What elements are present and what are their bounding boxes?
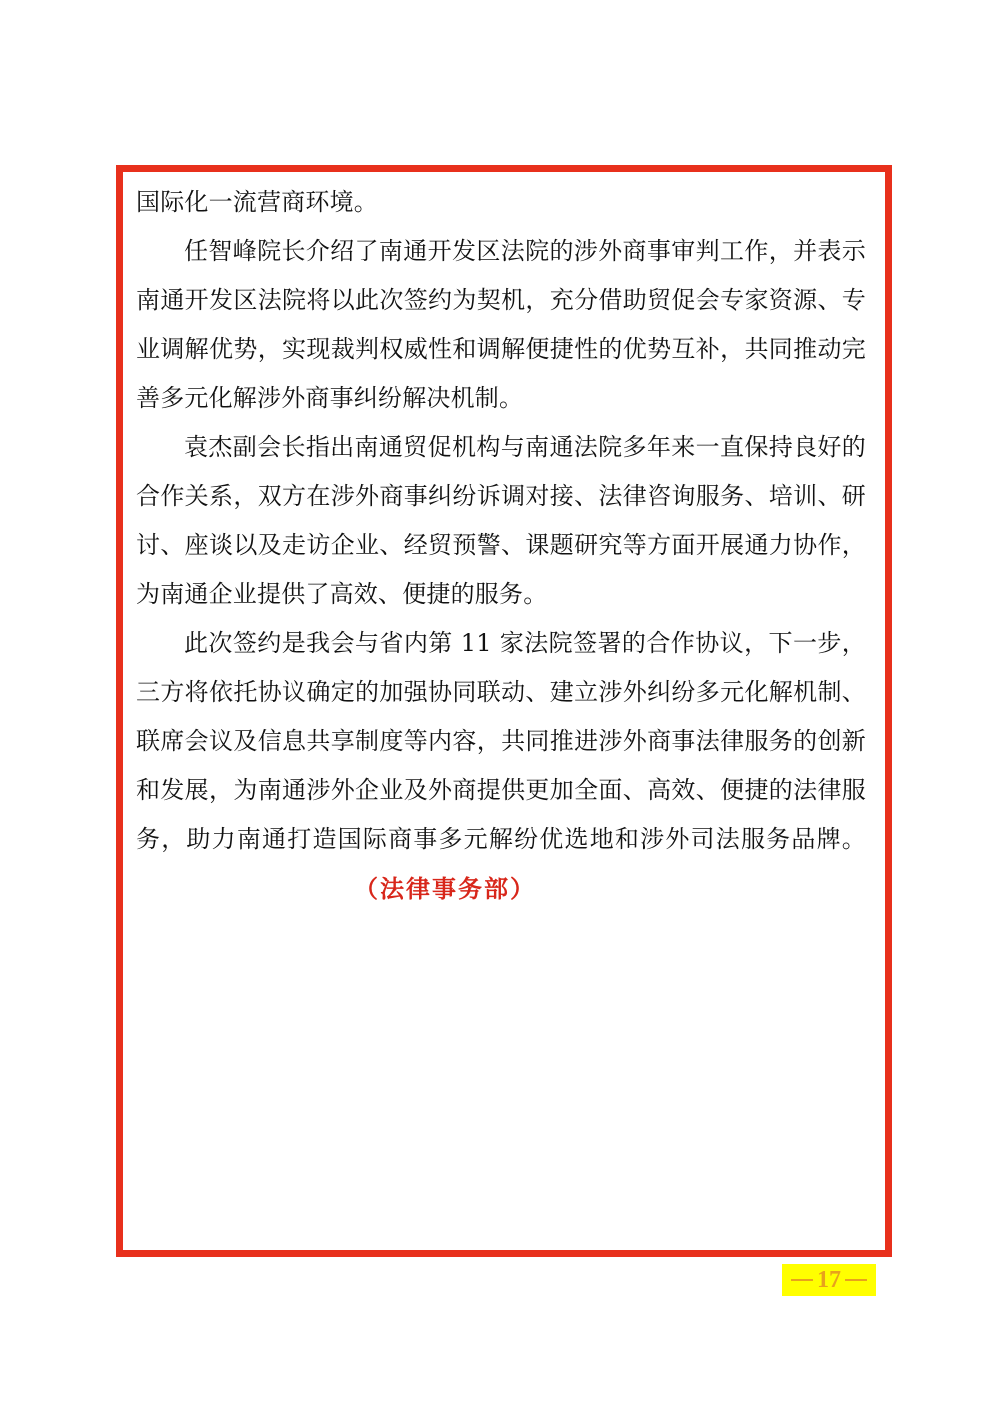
right-dash-decoration — [845, 1279, 867, 1281]
paragraph-court-introduction: 任智峰院长介绍了南通开发区法院的涉外商事审判工作，并表示南通开发区法院将以此次签约为契机，充分借助贸促会专家资源、专业调解优势，实现裁判权威性和调解便捷性的优势互补，共同推动完善多元化解涉外商事纠纷解决机制。 — [136, 237, 866, 412]
document-body — [136, 178, 866, 914]
paragraph-agreement-text: 此次签约是我会与省内第 11 家法院签署的合作协议，下一步，三方将依托协议确定的加强协同联动、建立涉外纠纷多元化解机制、联席会议及信息共享制度等内容，共同推进涉外商事法律服务的创新和发展，为南通涉外企业及外商提供更加全面、高效、便捷的法律服务，助力南通打造国际商事多元解纷优选地和涉外司法服务品牌。 — [136, 629, 866, 853]
paragraph-agreement-next-steps — [136, 619, 866, 914]
paragraph-continuation: 国际化一流营商环境。 — [136, 188, 378, 216]
page-number-badge — [782, 1264, 876, 1296]
department-signature: （法律事务部） — [354, 874, 536, 903]
left-dash-decoration — [791, 1279, 813, 1281]
paragraph-vice-president-remarks: 袁杰副会长指出南通贸促机构与南通法院多年来一直保持良好的合作关系，双方在涉外商事纠纷诉调对接、法律咨询服务、培训、研讨、座谈以及走访企业、经贸预警、课题研究等方面开展通力协作，为南通企业提供了高效、便捷的服务。 — [136, 433, 866, 608]
page-number: 17 — [817, 1266, 841, 1293]
